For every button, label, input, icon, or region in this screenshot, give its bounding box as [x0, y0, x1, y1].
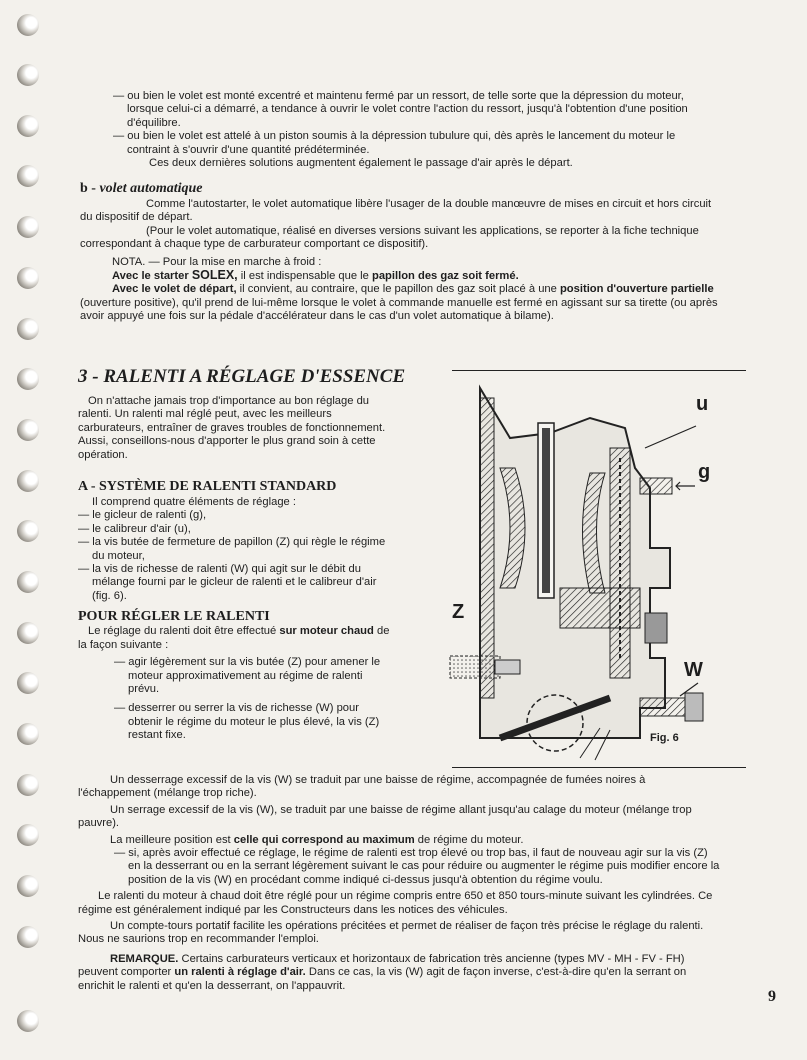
step-1: — agir légèrement sur la vis butée (Z) pour amener le moteur approximativement au régime de ralenti prévu. [114, 656, 381, 695]
bottom-p1: Un desserrage excessif de la vis (W) se traduit par une baisse de régime, accompagnée de fumées noires à l'échappement (mélange trop riche). [78, 774, 646, 800]
section-b-title: volet automatique [99, 181, 203, 196]
rem-d: Dans ce cas, la vis (W) agit de façon inverse, c'est-à-dire qu'en la serrant on enrichit le ralenti et qu'en la desserrant, on l'appauvrit. [78, 966, 687, 992]
rem-c: un ralenti à réglage d'air. [174, 966, 306, 979]
rem-b: Certains carburateurs verticaux et horizontaux de fabrication très ancienne (types MV - MH - FV - FH) peuvent comporter [78, 952, 685, 979]
starter-c: il est indispensable que le [237, 270, 372, 283]
bottom-block [78, 774, 720, 993]
bottom-p2: Un serrage excessif de la vis (W), se traduit par une baisse de régime allant jusqu'au calage du moteur (mélange trop pauvre). [78, 803, 692, 830]
bottom-p5: Le ralenti du moteur à chaud doit être réglé pour un régime compris entre 650 et 850 tours-minute suivant les cylindrées. Ce régime est généralement indiqué par les Constructeurs dans les notices des véhicules. [78, 890, 713, 916]
pour-b: sur moteur chaud [279, 625, 374, 638]
binder-holes [0, 0, 40, 1060]
bottom-p4: — si, après avoir effectué ce réglage, le régime de ralenti est trop élevé ou trop bas, il faut de nouveau agir sur la vis (Z) en la desserrant ou en la serrant légèrement suivant le cas pour réduire ou augmenter le régime puis modifier encore la position de la vis (W) en procédant comme indiqué ci-dessus jusqu'à obtention du régime voulu. [114, 847, 720, 886]
starter-b: SOLEX, [191, 268, 238, 283]
figure-label-w: W [684, 659, 703, 681]
section-b-nota: NOTA. — Pour la mise en marche à froid : [112, 255, 322, 268]
subsection-a-heading: A - SYSTÈME DE RALENTI STANDARD [78, 479, 337, 495]
intro-dash-2: — ou bien le volet est attelé à un piston soumis à la dépression tubulure qui, dès après le lancement du moteur le contraint à s'ouvrir d'une quantité prédéterminée. [113, 130, 676, 156]
section-b-starter [80, 269, 720, 283]
binder-hole [17, 318, 39, 340]
section3-title: 3 - RALENTI A RÉGLAGE D'ESSENCE [78, 366, 406, 387]
figure-top-rule [452, 370, 746, 371]
section3-left [78, 395, 398, 743]
binder-hole [17, 520, 39, 542]
p3-a: La meilleure position est [110, 833, 234, 846]
intro-block [113, 90, 720, 170]
binder-hole [17, 64, 39, 86]
starter-a: Avec le starter [112, 270, 192, 283]
binder-hole [17, 1010, 39, 1032]
pour-a: Le réglage du ralenti doit être effectué [88, 625, 280, 638]
pour-c: de la façon suivante : [78, 625, 390, 651]
element-item: — le gicleur de ralenti (g), [78, 509, 207, 522]
bottom-remarque [78, 953, 720, 993]
intro-dash-1: — ou bien le volet est monté excentré et maintenu fermé par un ressort, de telle sorte que la dépression du moteur, lorsque celui-ci a démarré, a tendance à ouvrir le volet contre l'action du ressort, jusqu'à l'obtention d'une position d'équilibre. [113, 90, 688, 129]
binder-hole [17, 571, 39, 593]
figure-caption: Fig. 6 [650, 732, 679, 744]
pour-regler-heading: POUR RÉGLER LE RALENTI [78, 609, 270, 625]
element-item: — la vis de richesse de ralenti (W) qui agit sur le débit du mélange fourni par le gicleur de ralenti et le calibreur d'air (fig. 6). [78, 563, 377, 602]
page-number: 9 [768, 988, 776, 1005]
binder-hole [17, 470, 39, 492]
carburetor-figure [440, 378, 745, 768]
binder-hole [17, 115, 39, 137]
binder-hole [17, 165, 39, 187]
figure-label-g: g [698, 461, 711, 483]
intro-note: Ces deux dernières solutions augmentent également le passage d'air après le départ. [149, 157, 573, 170]
section-b-p1: Comme l'autostarter, le volet automatique libère l'usager de la double manœuvre de mises en circuit et hors circuit du dispositif de départ. [80, 198, 712, 224]
carburetor-diagram [440, 378, 745, 768]
section-b-prefix: b - [80, 181, 100, 196]
binder-hole [17, 774, 39, 796]
volet-b: il convient, au contraire, que le papillon des gaz soit placé à une [236, 283, 560, 296]
binder-hole [17, 926, 39, 948]
element-item: — la vis butée de fermeture de papillon (Z) qui règle le régime du moteur, [78, 536, 386, 562]
volet-a: Avec le volet de départ, [112, 283, 237, 296]
starter-d: papillon des gaz soit fermé. [372, 270, 519, 283]
figure-label-u: u [696, 393, 709, 415]
section-b-p2: (Pour le volet automatique, réalisé en diverses versions suivant les applications, se reporter à la fiche technique correspondant à chaque type de carburateur comportant ce dispositif). [80, 224, 699, 251]
section-b-heading [80, 179, 720, 197]
binder-hole [17, 267, 39, 289]
step-2: — desserrer ou serrer la vis de richesse (W) pour obtenir le régime du moteur le plus élevé, la vis (Z) restant fixe. [114, 702, 380, 742]
binder-hole [17, 368, 39, 390]
binder-hole [17, 672, 39, 694]
bottom-p3 [78, 834, 720, 847]
section-b [80, 179, 720, 324]
binder-hole [17, 622, 39, 644]
binder-hole [17, 824, 39, 846]
p3-b: celle qui correspond au maximum [233, 833, 415, 846]
p3-c: de régime du moteur. [414, 833, 524, 846]
section3-intro: On n'attache jamais trop d'importance au bon réglage du ralenti. Un ralenti mal réglé peut, avec les meilleurs carburateurs, entraîner de graves troubles de fonctionnement. Aussi, conseillons-nous d'apporter le plus grand soin à cette opération. [78, 395, 386, 461]
binder-hole [17, 875, 39, 897]
binder-hole [17, 419, 39, 441]
element-item: — le calibreur d'air (u), [78, 522, 191, 535]
figure-label-z: Z [452, 601, 465, 623]
subsection-a-intro: Il comprend quatre éléments de réglage : [92, 496, 296, 509]
pour-regler-intro [78, 625, 398, 652]
volet-d: (ouverture positive), qu'il prend de lui-même lorsque le volet à commande manuelle est fermé en agissant sur sa tirette (ou après avoir appuyé une fois sur la pédale d'accélérateur dans le cas d'un volet automatique à bilame). [80, 296, 718, 323]
binder-hole [17, 723, 39, 745]
volet-c: position d'ouverture partielle [559, 283, 714, 296]
rem-a: REMARQUE. [110, 952, 179, 965]
section-b-volet [80, 283, 720, 323]
binder-hole [17, 216, 39, 238]
binder-hole [17, 14, 39, 36]
bottom-p6: Un compte-tours portatif facilite les opérations précitées et permet de réaliser de façon très précise le réglage du ralenti. Nous ne saurions trop en recommander l'emploi. [78, 920, 704, 946]
